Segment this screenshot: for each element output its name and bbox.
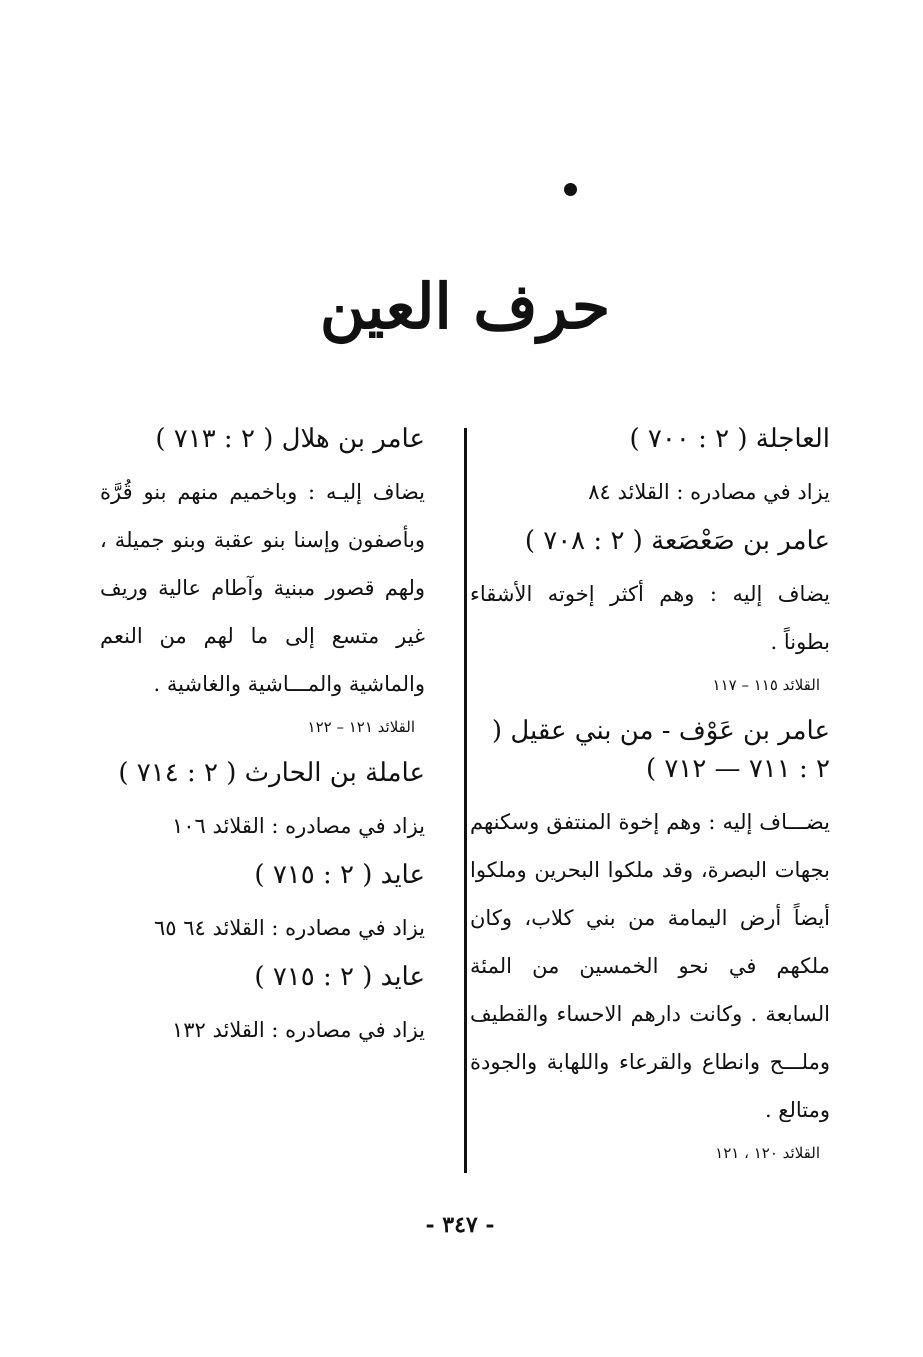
entry-ayid-1 [100,856,425,952]
entry-heading: عامر بن هلال ( ٢ : ٧١٣ ) [155,424,425,454]
entry-al-ajila [470,420,830,516]
left-column [100,420,425,1060]
entry-body: يضاف إليـه : وباخميم منهم بنو قُرَّة وبأصفون وإسنا بنو عقبة وبنو جميلة ، ولهم قصور مبنية وآطام عالية وريف غير متسع إلى ما لهم من النعم والماشية والمـــاشية والغاشية . [100,480,425,696]
column-divider [464,428,467,1173]
entry-body: يضاف إليه : وهم أكثر إخوته الأشقاء بطوناً . [470,582,830,654]
entry-body: يزاد في مصادره : القلائد ١٣٢ [171,1018,425,1042]
entry-heading: العاجلة ( ٢ : ٧٠٠ ) [629,424,830,454]
entry-heading: عامر بن صَعْصَعة ( ٢ : ٧٠٨ ) [524,526,830,556]
entry-reference: القلائد ١٢١ – ١٢٢ [307,718,415,736]
entry-amila-bin-harith [100,754,425,850]
entry-amir-bin-sasaa [470,522,830,698]
entry-body: يزاد في مصادره : القلائد ١٠٦ [171,814,425,838]
entry-heading: عاملة بن الحارث ( ٢ : ٧١٤ ) [118,758,425,788]
entry-body: يزاد في مصادره : القلائد ٨٤ [588,480,830,504]
ornament-dot [564,183,577,196]
entry-heading: عايد ( ٢ : ٧١٥ ) [254,860,425,890]
entry-amir-bin-hilal [100,420,425,740]
entry-body: يزاد في مصادره : القلائد ٦٤ ٦٥ [153,916,425,940]
entry-heading: عايد ( ٢ : ٧١٥ ) [254,962,425,992]
entry-reference: القلائد ١٢٠ ، ١٢١ [715,1144,820,1162]
entry-reference: القلائد ١١٥ – ١١٧ [712,676,820,694]
chapter-title: حرف العين [319,270,611,343]
entry-body: يضـــاف إليه : وهم إخوة المنتفق وسكنهم بجهات البصرة، وقد ملكوا البحرين وملكوا أيضاً أرض اليمامة من بني كلاب، وكان ملكهم في نحو الخمسين من المئة السابعة . وكانت دارهم الاحساء والقطيف وملـــح وانطاع والقرعاء واللهابة والجودة ومتالع . [470,810,830,1122]
page-number: - ٣٤٧ - [425,1212,495,1238]
entry-heading: عامر بن عَوْف - من بني عقيل ( ٢ : ٧١١ — ٧١٢ ) [491,716,830,784]
entry-ayid-2 [100,958,425,1054]
entry-amir-bin-awf [470,712,830,1166]
right-column [470,420,830,1180]
